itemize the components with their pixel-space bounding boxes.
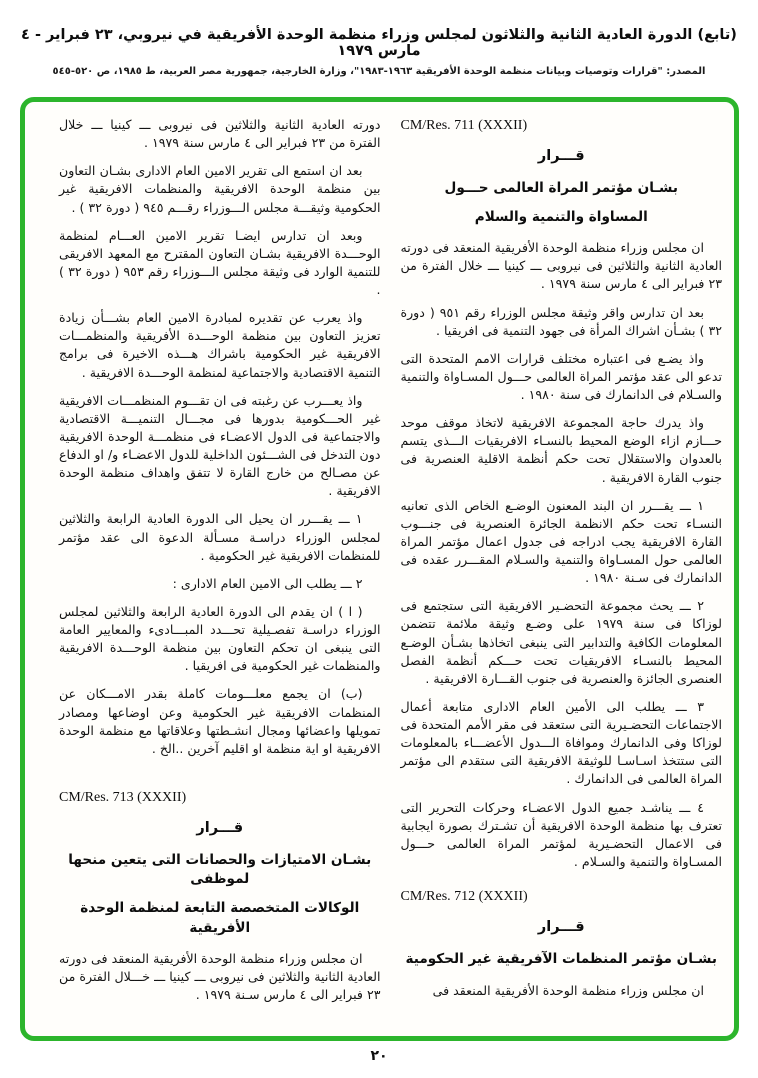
resolution-713-title: قـــرار — [196, 820, 244, 837]
page-number: ٢٠ — [370, 1048, 388, 1064]
resolution-712-title: قـــرار — [537, 919, 585, 936]
paragraph: ان مجلس وزراء منظمة الوحدة الأفريقية المنعقد فى دورته العادية الثانية والثلاثين فى نيروبى ـــ كينيا ـــ خـــلال الفترة من ٢٣ فبراير الى ٤ مارس سـنة ١٩٧٩ . — [59, 951, 381, 1003]
paragraph-item-3: ٣ ـــ يطلب الى الأمين العام الادارى متابعة أعمال الاجتماعات التحضـيرية التى ستعقد فى مقر الأمم المتحدة فى لوزاكا وفى الدانمارك وموافاة الـــدول الأعضـــاء بالمعلومات التى ستتخذ اسـاسـا للوثيقة الافريقية التى ستقدم الى مؤتمر المراة العالمى فى الدانمارك . — [400, 698, 722, 787]
paragraph-continuation: دورته العادية الثانية والثلاثين فى نيروبى ـــ كينيا ـــ خلال الفترة من ٢٣ فبراير الى ٤ مارس سنة ١٩٧٩ . — [59, 117, 381, 151]
resolution-713-id: CM/Res. 713 (XXXII) — [59, 789, 187, 805]
paragraph: وبعد ان تدارس ايضـا تقرير الامين العـــام لمنظمة الوحـــدة الافريقية بشـان التعاون المقترح مع المعهد الافريقى للتنمية الوارد فى وثيقة مجلس الـــوزراء رقم ٩٥٣ ( دورة ٣٢ ) . — [59, 227, 381, 297]
session-title: (تابع) الدورة العادية الثانية والثلاثون لمجلس وزراء منظمة الوحدة الأفريقية في نيروبي، ٢٣ فبراير - ٤ مارس ١٩٧٩ — [21, 27, 737, 59]
paragraph-item-b: (ب) ان يجمع معلـــومات كاملة بقدر الامـــكان عن المنظمات الافريقية غير الحكومية وعن اوضاعها ومصادر تمويلها واعضائها ومجال انشـطتها وعلاقاتها مع منظمة الوحدة الافريقية او اية منظمة او اقليم آخرين ..الخ . — [59, 686, 381, 756]
paragraph: بعد ان استمع الى تقرير الامين العام الادارى بشـان التعاون بين منظمة الوحدة الافريقية والمنظمات الافريقية غير الحكومية وثيقـــة مجلس الـــوزراء رقـــم ٩٤٥ ( دورة ٣٢ ) . — [59, 163, 381, 215]
paragraph: واذ يعرب عن تقديره لمبادرة الامين العام بشـــأن زيادة تعزيز التعاون بين منظمة الوحـــدة الأفريقية والمنظمـــات الافريقية غير الحكومية باشراك هـــذه الاخيرة فى برامج التنمية الاقتصادية والاجتماعية لمنظمة الوحـــدة الافريقية . — [59, 310, 381, 380]
paragraph: ان مجلس وزراء منظمة الوحدة الأفريقية المنعقد فى — [432, 982, 704, 998]
paragraph: واذ يدرك حاجة المجموعة الافريقية لاتخاذ موقف موحد حـــازم ازاء الوضع المحيط بالنسـاء الافريقيات الـــذى يتسم بالعدوان والاستقلال تحت حكم أنظمة الاقلية العنصرية فى جنوب القارة الافريقية . — [400, 415, 722, 485]
paragraph: واذ يضـع فى اعتباره مختلف قرارات الامم المتحدة التى تدعو الى عقد مؤتمر المراة العالمى حـــول المسـاواة والتنمية والسـلام فى الدانمارك فى سنة ١٩٨٠ . — [400, 350, 722, 403]
resolution-712-id: CM/Res. 712 (XXXII) — [400, 889, 528, 905]
resolution-713-subtitle-2: الوكالات المتخصصة التابعة لمنظمة الوحدة الأفريقية — [80, 900, 360, 936]
two-column-layout — [25, 102, 734, 1036]
resolution-713-subtitle-1: بشـان الامتيازات والحصانات التى يتعين منحها لموظفى — [68, 851, 372, 888]
paragraph-item-1: ١ ـــ يقـــرر ان البند المعنون الوضـع الخاص الذى تعانيه النسـاء تحت حكم الانظمة الجائرة العنصرية فى جنـــوب القارة الافريقية يجب ادراجه فى جدول اعمال مؤتمر المراة العالمى حول المسـاواة والتنمية والسـلام المقـــرر عقده فى الدانمارك فى سـنة ١٩٨٠ . — [400, 497, 722, 586]
paragraph-item-2: ٢ ـــ يحث مجموعة التحضـير الافريقية التى ستجتمع فى لوزاكا فى سنة ١٩٧٩ على وضـع وثيقة ملائمة تتضمن المعلومات الكافية والتدابير التى ينبغى اتخاذها بشـأن الوضـع المحيط بالنسـاء الافريقيات تحت حـــكم أنظمة الفصل العنصرى الجائزة والعنصرية فى جنوب القـــارة الافريقية . — [400, 598, 723, 686]
source-citation: المصدر: "قرارات وتوصيات وبيانات منظمة الوحدة الأفريقية ١٩٦٣-١٩٨٣"، وزارة الخارجية، جمهورية مصر العربية، ط ١٩٨٥، ص ٥٢٠-٥٤٥ — [52, 66, 706, 77]
paragraph: واذ يعـــرب عن رغبته فى ان تقـــوم المنظمـــات الافريقية غير الحـــكومية بدورها فى مجـــال التنميـــة الاقتصادية والاجتماعية فى الدول الاعضـاء فى منظمـــة الوحدة الافريقية دون التدخل فى الشـــئون الداخلية للدول الاعضـاء و/ او الدفاع عن مصـالح من خارج القارة لا تتفق واهداف منظمة الوحدة الافريقية . — [59, 392, 381, 499]
resolution-711-id: CM/Res. 711 (XXXII) — [400, 118, 528, 133]
paragraph-item-4: ٤ ـــ يناشـد جميع الدول الاعضـاء وحركات التحرير التى تعترف بها منظمة الوحدة الافريقية أن تشـترك بصورة ايجابية فى الاعمال التحضـيرية لمؤتمر المراة العالمى حـــول المسـاواة والتنمية والسـلام . — [400, 799, 722, 869]
column-left — [59, 116, 381, 1026]
paragraph-item-1: ١ ـــ يقـــرر ان يحيل الى الدورة العادية الرابعة والثلاثين لمجلس الوزراء دراسـة مسـألة الدعوة الى عقد مؤتمر للمنظمات الافريقية غير الحكومية . — [59, 511, 381, 563]
resolution-711-title: قـــرار — [537, 148, 585, 165]
column-right — [401, 116, 723, 1026]
paragraph: ان مجلس وزراء منظمة الوحدة الأفريقية المنعقد فى دورته العادية الثانية والثلاثين فى نيروبى ـــ كينيا ـــ خلال الفترة من ٢٣ فبراير الى ٤ مارس سنة ١٩٧٩ . — [400, 240, 722, 292]
green-border-frame — [20, 97, 739, 1041]
page-header — [0, 0, 758, 77]
resolution-712-subtitle: بشـان مؤتمر المنظمات الآفريقية غير الحكومية — [405, 951, 717, 968]
paragraph-item-2: ٢ ـــ يطلب الى الامين العام الادارى : — [172, 575, 363, 591]
paragraph-item-a: ( ا ) ان يقدم الى الدورة العادية الرابعة والثلاثين لمجلس الوزراء دراسـة تفصـيلية تحـــدد المبـــادىء والمعايير العامة التى ينبغى ان تحكم التعاون بين منظمة الوحـــدة الافريقية والمنظمات غير الحكومية فى افريقيا . — [59, 603, 381, 674]
resolution-711-subtitle-2: المساواة والتنمية والسلام — [474, 208, 648, 225]
resolution-711-subtitle-1: بشـان مؤتمر المراة العالمى حـــول — [444, 180, 678, 197]
paragraph: بعد ان تدارس واقر وثيقة مجلس الوزراء رقم ٩٥١ ( دورة ٣٢ ) بشـأن اشراك المرأة فى جهود التنمية فى افريقيا . — [400, 304, 722, 338]
